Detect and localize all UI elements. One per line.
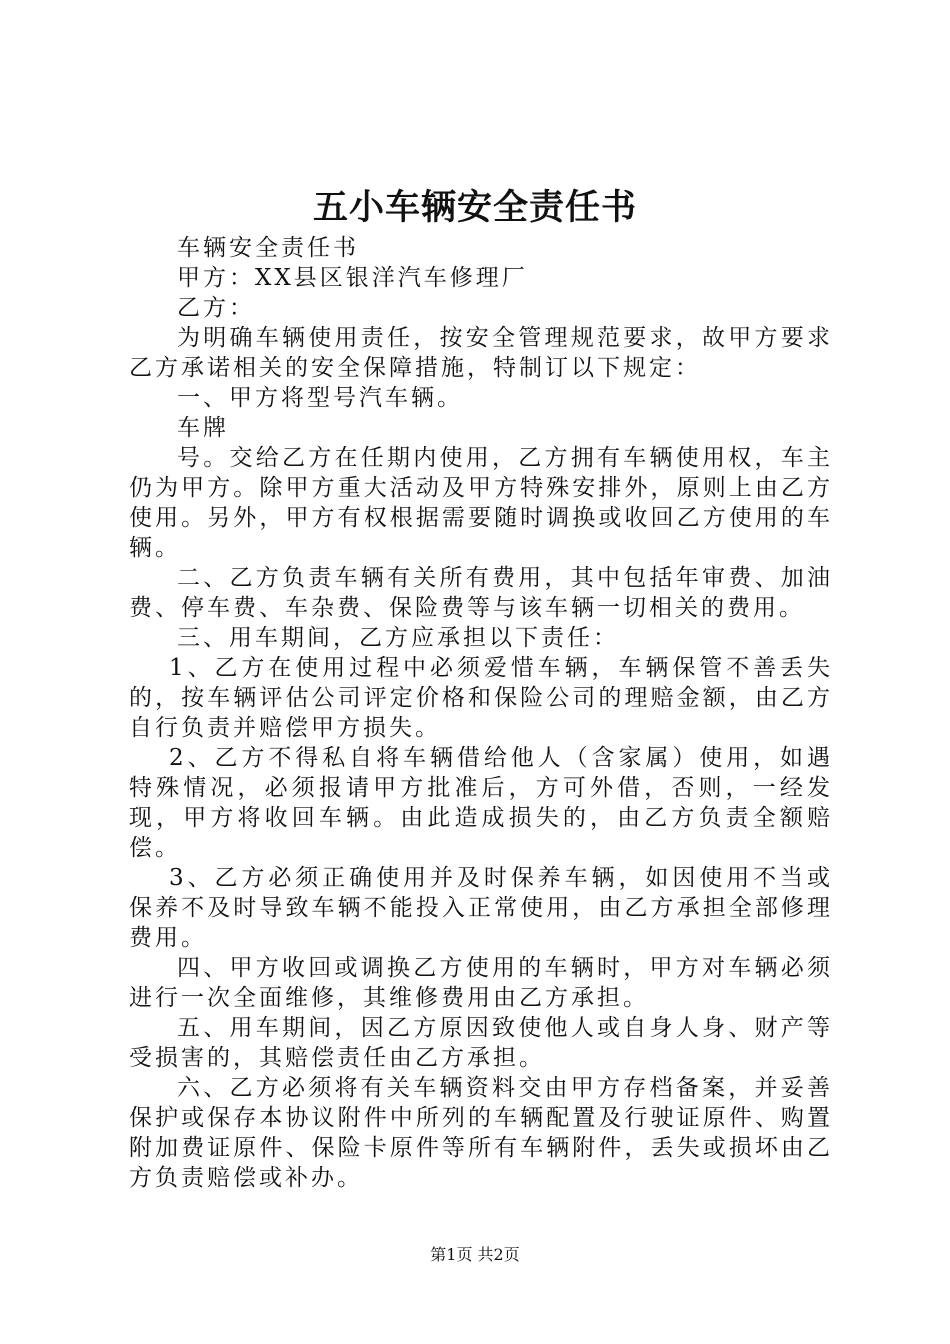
paragraph-clause-4: 四、甲方收回或调换乙方使用的车辆时，甲方对车辆必须进行一次全面维修，其维修费用由乙方承担。 <box>129 955 833 1011</box>
paragraph-clause-2: 二、乙方负责车辆有关所有费用，其中包括年审费、加油费、停车费、车杂费、保险费等与该车辆一切相关的费用。 <box>129 565 833 621</box>
paragraph-clause-6: 六、乙方必须将有关车辆资料交由甲方存档备案，并妥善保护或保存本协议附件中所列的车辆配置及行驶证原件、购置附加费证原件、保险卡原件等所有车辆附件，丢失或损坏由乙方负责赔偿或补办。 <box>129 1075 833 1191</box>
paragraph-clause-5: 五、用车期间，因乙方原因致使他人或自身人身、财产等受损害的，其赔偿责任由乙方承担。 <box>129 1015 833 1071</box>
paragraph-item-2: 2、乙方不得私自将车辆借给他人（含家属）使用，如遇特殊情况，必须报请甲方批准后，方可外借，否则，一经发现，甲方将收回车辆。由此造成损失的，由乙方负责全额赔偿。 <box>129 745 833 861</box>
paragraph-clause-1: 一、甲方将型号汽车辆。 <box>177 385 463 411</box>
paragraph-party-a: 甲方：XX县区银洋汽车修理厂 <box>177 265 528 291</box>
document-body <box>129 233 833 1193</box>
paragraph-party-b: 乙方： <box>177 295 255 321</box>
paragraph-clause-3: 三、用车期间，乙方应承担以下责任： <box>177 625 619 651</box>
paragraph-heading: 车辆安全责任书 <box>177 235 359 261</box>
paragraph-clause-1-cont: 号。交给乙方在任期内使用，乙方拥有车辆使用权，车主仍为甲方。除甲方重大活动及甲方特殊安排外，原则上由乙方使用。另外，甲方有权根据需要随时调换或收回乙方使用的车辆。 <box>129 445 833 561</box>
paragraph-item-1: 1、乙方在使用过程中必须爱惜车辆，车辆保管不善丢失的，按车辆评估公司评定价格和保险公司的理赔金额，由乙方自行负责并赔偿甲方损失。 <box>129 655 833 741</box>
paragraph-plate: 车牌 <box>177 415 229 441</box>
page-footer: 第1页 共2页 <box>430 1245 520 1264</box>
page-title: 五小车辆安全责任书 <box>312 187 637 228</box>
paragraph-intro: 为明确车辆使用责任，按安全管理规范要求，故甲方要求乙方承诺相关的安全保障措施，特制订以下规定： <box>129 325 833 381</box>
paragraph-item-3: 3、乙方必须正确使用并及时保养车辆，如因使用不当或保养不及时导致车辆不能投入正常使用，由乙方承担全部修理费用。 <box>129 865 833 951</box>
